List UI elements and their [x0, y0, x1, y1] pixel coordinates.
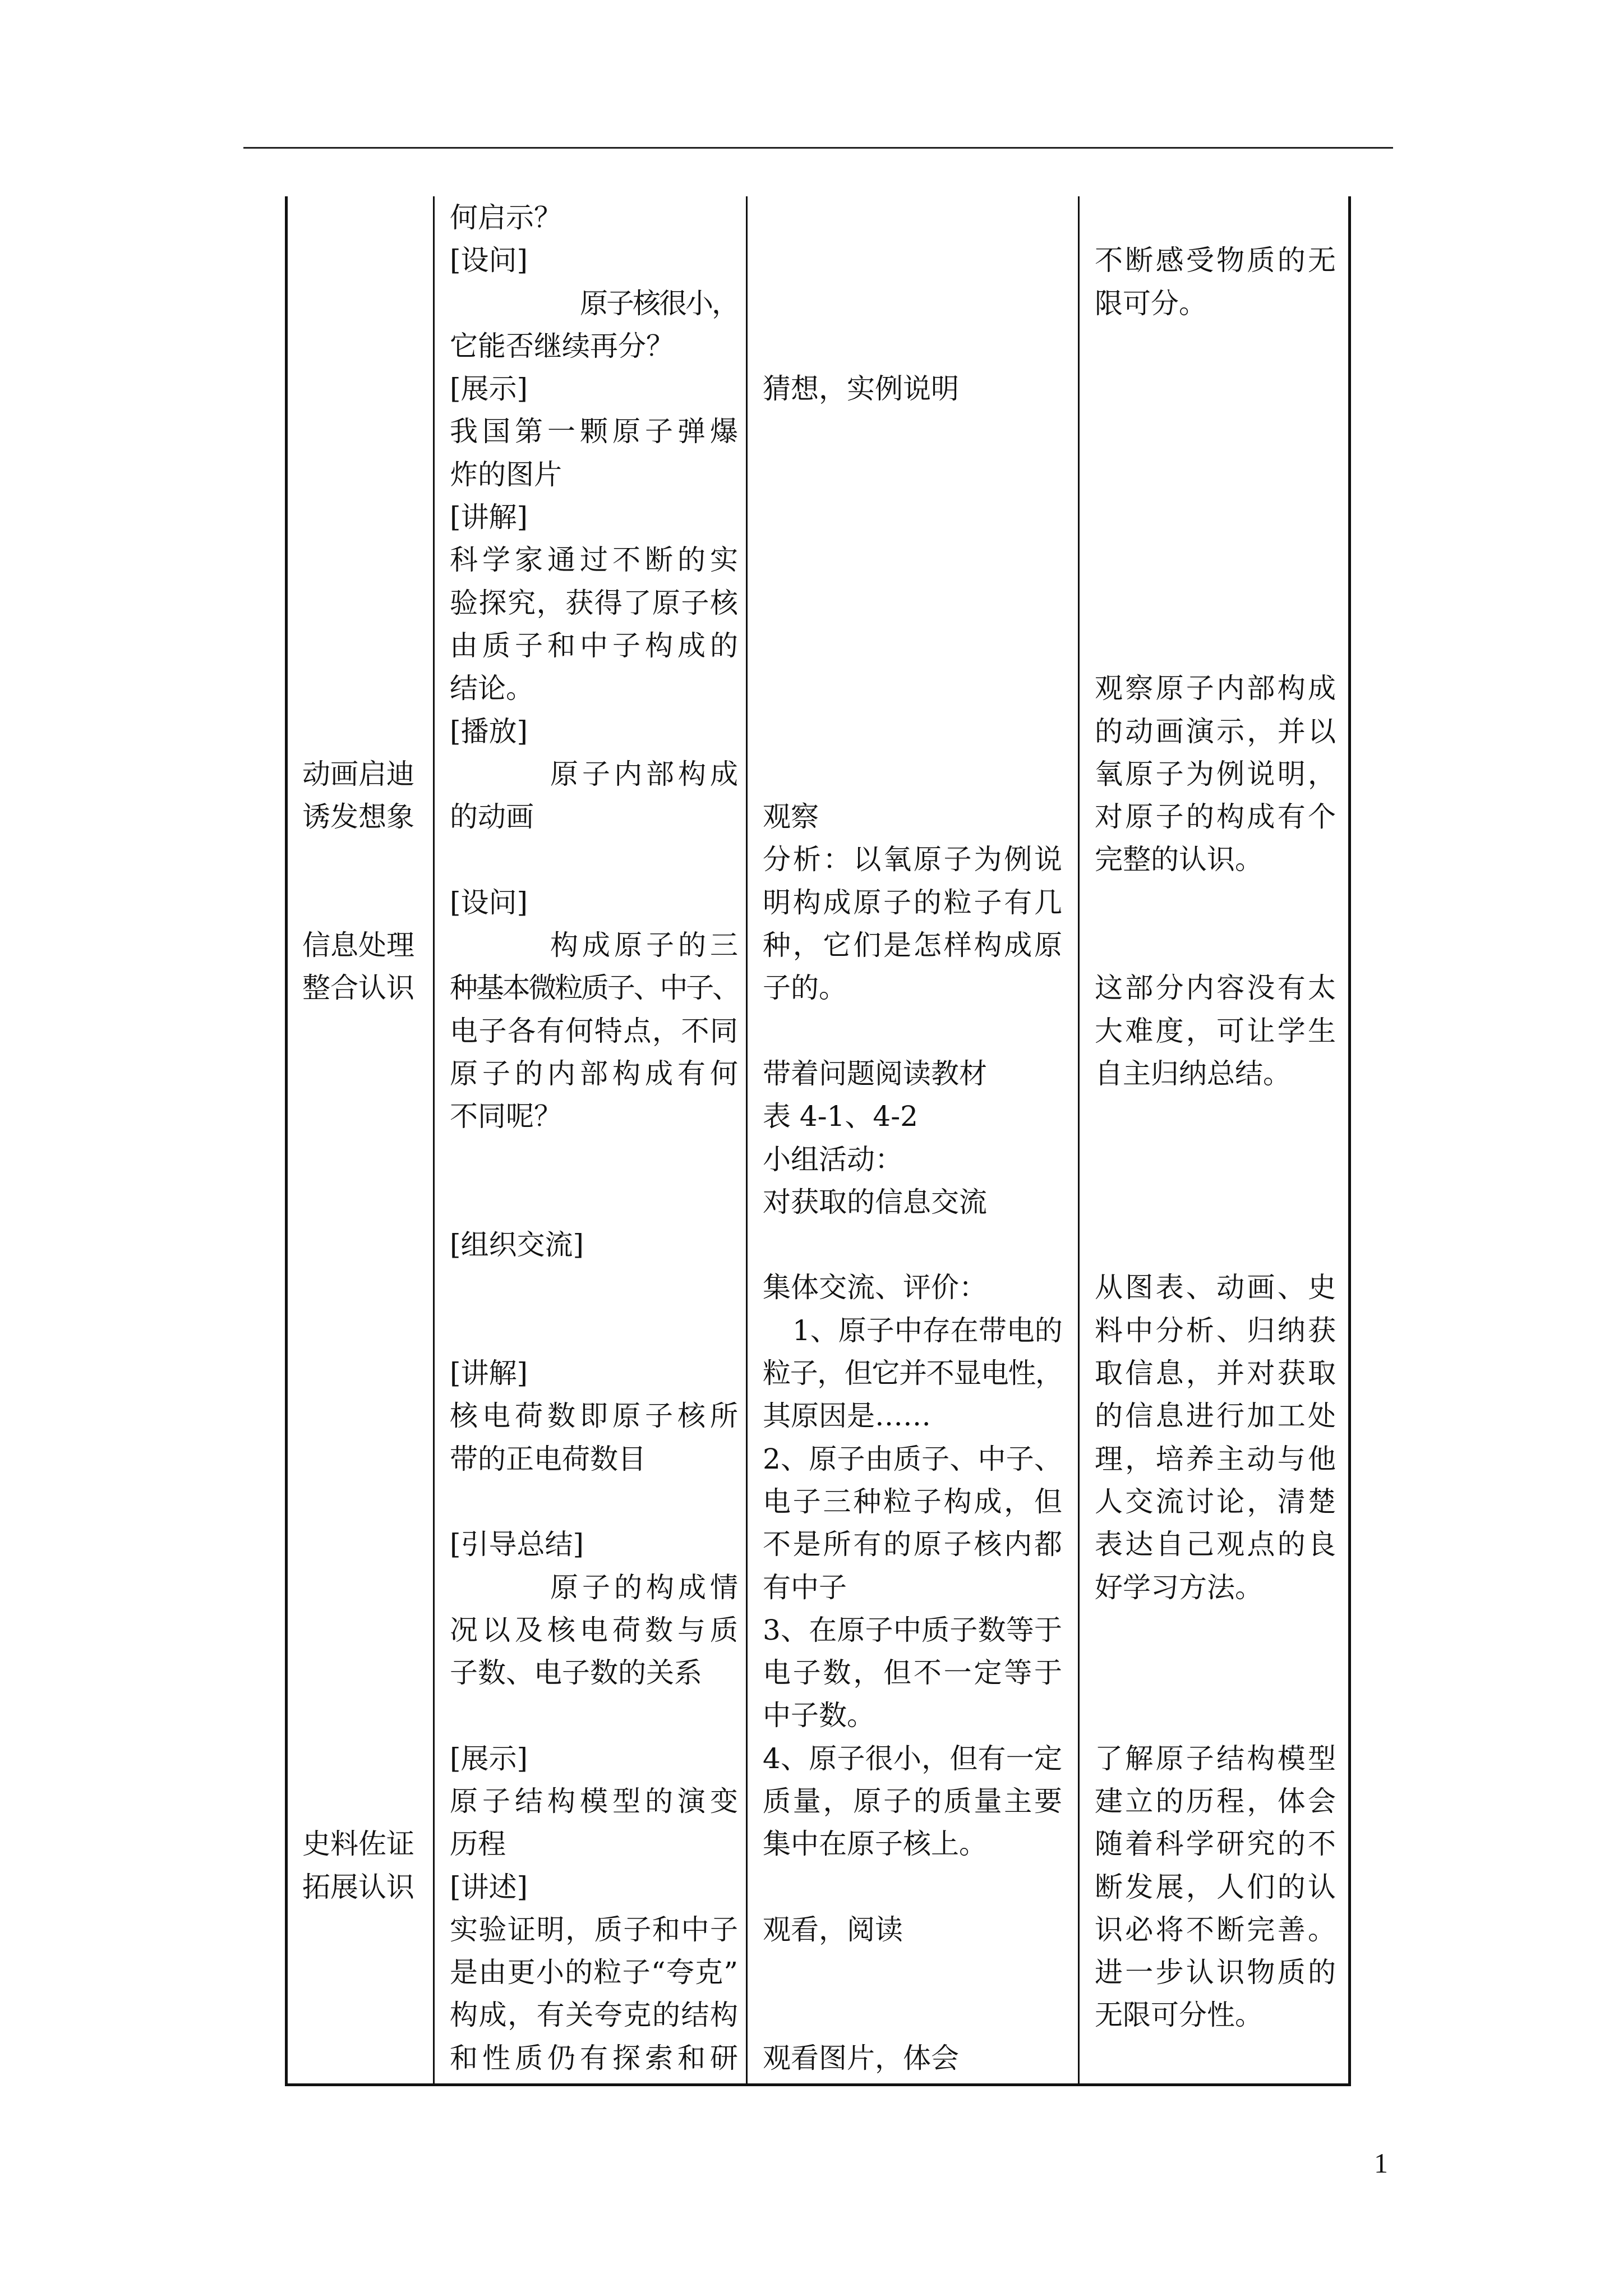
design-intent-line: 的信息进行加工处: [1095, 1400, 1336, 1433]
student-activity-line: [763, 753, 1062, 795]
stage-line: [302, 2079, 430, 2122]
student-activity-line: [763, 410, 1062, 453]
design-intent-line: 这部分内容没有太: [1095, 972, 1336, 1005]
design-intent-line: 完整的认识。: [1095, 843, 1263, 876]
design-intent-line: 断发展，人们的认: [1095, 1870, 1336, 1903]
stage-line: [302, 239, 430, 282]
teacher-activity-line: [450, 1138, 738, 1181]
design-intent-line: [1095, 2037, 1336, 2079]
stage-line: [302, 282, 430, 325]
table-column-divider: [433, 196, 435, 2086]
student-activity-line: [763, 1223, 1062, 1266]
student-activity-line: 子的。: [763, 972, 847, 1005]
stage-line: [302, 410, 430, 453]
teacher-activity-line: 结论。: [450, 672, 534, 705]
stage-line: [302, 1181, 430, 1223]
stage-line: [302, 1223, 430, 1266]
stage-line: [302, 453, 430, 496]
teacher-activity-line: [引导总结]: [450, 1528, 584, 1561]
teacher-activity-line: [450, 1694, 738, 1737]
student-activity-line: 小组活动：: [763, 1143, 903, 1176]
student-activity-line: [763, 539, 1062, 581]
design-intent-line: 的动画演示，并以: [1095, 715, 1336, 748]
stage-line: [302, 1737, 430, 1780]
design-intent-line: 自主归纳总结。: [1095, 1057, 1291, 1090]
stage-line: [302, 881, 430, 924]
design-intent-line: [1095, 325, 1336, 367]
teacher-activity-line: 核电荷数即原子核所: [450, 1400, 738, 1433]
student-activity-line: 中子数。: [763, 1699, 875, 1732]
teacher-activity-line: [展示]: [450, 1742, 528, 1775]
design-intent-line: [1095, 1694, 1336, 1737]
stage-line: [302, 1566, 430, 1609]
design-intent-line: 人交流讨论，清楚: [1095, 1485, 1336, 1518]
design-intent-line: [1095, 1095, 1336, 1138]
student-activity-line: [763, 582, 1062, 624]
student-activity-line: 表 4-1、4-2: [763, 1100, 918, 1133]
design-intent-line: [1095, 1609, 1336, 1651]
stage-line: [302, 1138, 430, 1181]
student-activity-line: 粒子，但它并不显电性，: [763, 1357, 1062, 1390]
design-intent-line: [1095, 881, 1336, 924]
stage-line: [302, 582, 430, 624]
teacher-activity-line: [设问]: [450, 244, 528, 277]
design-intent-column: [1095, 196, 1336, 2080]
table-column-divider: [746, 196, 748, 2086]
stage-line: [302, 1523, 430, 1566]
teacher-activity-line: [讲解]: [450, 1357, 528, 1390]
design-intent-line: 氧原子为例说明，: [1095, 757, 1336, 790]
stage-line: [302, 496, 430, 539]
design-intent-line: 对原子的构成有个: [1095, 800, 1336, 834]
student-activity-line: [763, 325, 1062, 367]
teacher-activity-line: [展示]: [450, 372, 528, 406]
table-right-border: [1348, 196, 1351, 2086]
teacher-activity-line: 我国第一颗原子弹爆: [450, 415, 738, 448]
design-intent-line: [1095, 539, 1336, 581]
student-activity-line: 观看，阅读: [763, 1913, 903, 1946]
student-activity-line: 2、原子由质子、中子、: [763, 1442, 1062, 1475]
teacher-activity-line: 历程: [450, 1828, 506, 1861]
teacher-activity-line: 和性质仍有探索和研: [450, 2041, 738, 2074]
teacher-activity-line: [450, 1480, 738, 1523]
design-intent-line: 取信息，并对获取: [1095, 1357, 1336, 1390]
stage-line: [302, 838, 430, 881]
stage-line: [302, 539, 430, 581]
teacher-activity-line: 种基本微粒质子、中子、: [450, 972, 738, 1005]
stage-line: [302, 1951, 430, 1994]
student-activity-line: 3、在原子中质子数等于: [763, 1613, 1062, 1646]
design-intent-line: [1095, 924, 1336, 967]
student-activity-line: 4、原子很小，但有一定: [763, 1742, 1062, 1775]
design-intent-line: 大难度，可让学生: [1095, 1014, 1336, 1047]
stage-line: [302, 367, 430, 410]
design-intent-line: [1095, 196, 1336, 239]
stage-line: [302, 1095, 430, 1138]
stage-line: [302, 710, 430, 753]
student-activity-line: 观看图片，体会: [763, 2041, 959, 2074]
design-intent-line: 无限可分性。: [1095, 1999, 1263, 2032]
design-intent-line: 观察原子内部构成: [1095, 672, 1336, 705]
design-intent-line: [1095, 624, 1336, 667]
stage-line: [302, 1352, 430, 1395]
design-intent-line: 建立的历程，体会: [1095, 1784, 1336, 1818]
teacher-activity-line: [450, 1181, 738, 1223]
teacher-activity-line: 的动画: [450, 800, 534, 834]
teacher-activity-line: [组织交流]: [450, 1228, 584, 1262]
stage-line: [302, 1694, 430, 1737]
stage-line: 诱发想象: [302, 800, 414, 834]
teacher-activity-line: 验探究，获得了原子核: [450, 586, 738, 619]
stage-line: [302, 196, 430, 239]
design-intent-line: [1095, 1138, 1336, 1181]
teacher-activity-line: 炸的图片: [450, 458, 562, 491]
design-intent-line: 识必将不断完善。: [1095, 1913, 1336, 1946]
teacher-activity-line: [设问]: [450, 886, 528, 919]
student-activity-line: [763, 1866, 1062, 1908]
teacher-activity-column: [450, 196, 738, 2080]
teacher-activity-line: 电子各有何特点，不同: [450, 1014, 738, 1047]
stage-line: [302, 1395, 430, 1437]
design-intent-line: [1095, 1181, 1336, 1223]
stage-line: [302, 1908, 430, 1951]
teacher-activity-line: 子数、电子数的关系: [450, 1657, 702, 1690]
student-activity-line: 电子三种粒子构成，但: [763, 1485, 1062, 1518]
design-intent-line: [1095, 1223, 1336, 1266]
teacher-activity-line: 原子结构模型的演变: [450, 1784, 738, 1818]
design-intent-line: [1095, 1651, 1336, 1694]
student-activity-line: [763, 624, 1062, 667]
student-activity-line: [763, 196, 1062, 239]
stage-line: [302, 1438, 430, 1480]
design-intent-line: 了解原子结构模型: [1095, 1742, 1336, 1775]
stage-line: [302, 1609, 430, 1651]
stage-line: [302, 667, 430, 710]
student-activity-line: 质量，原子的质量主要: [763, 1784, 1062, 1818]
teacher-activity-line: 原子的构成情: [550, 1571, 738, 1604]
stage-line: 史料佐证: [302, 1828, 414, 1861]
student-activity-line: [763, 1994, 1062, 2036]
teacher-activity-line: [讲述]: [450, 1870, 528, 1903]
design-intent-line: [1095, 367, 1336, 410]
stage-line: [302, 624, 430, 667]
student-activity-line: 不是所有的原子核内都: [763, 1528, 1062, 1561]
stage-line: [302, 1010, 430, 1052]
design-intent-line: 随着科学研究的不: [1095, 1828, 1336, 1861]
stage-line: 拓展认识: [302, 1870, 414, 1903]
design-intent-line: 从图表、动画、史: [1095, 1271, 1336, 1304]
student-activity-line: 带着问题阅读教材: [763, 1057, 987, 1090]
table-left-border: [285, 196, 288, 2086]
student-activity-line: 其原因是……: [763, 1400, 931, 1433]
design-intent-line: 料中分析、归纳获: [1095, 1314, 1336, 1347]
stage-line: 动画启迪: [302, 757, 414, 790]
teacher-activity-line: [450, 1266, 738, 1309]
design-intent-line: [1095, 582, 1336, 624]
student-activity-line: [763, 239, 1062, 282]
stage-line: [302, 1780, 430, 1823]
student-activity-line: [763, 282, 1062, 325]
student-activity-line: 集体交流、评价：: [763, 1271, 987, 1304]
teacher-activity-line: [450, 1309, 738, 1352]
stage-line: [302, 1266, 430, 1309]
design-intent-line: 限可分。: [1095, 287, 1207, 320]
table-bottom-border: [285, 2083, 1351, 2086]
teacher-activity-line: [播放]: [450, 715, 528, 748]
design-intent-line: [1095, 453, 1336, 496]
design-intent-line: 不断感受物质的无: [1095, 244, 1336, 277]
student-activity-line: 种，它们是怎样构成原: [763, 929, 1062, 962]
student-activity-line: [763, 453, 1062, 496]
design-intent-line: 进一步认识物质的: [1095, 1956, 1336, 1989]
design-intent-line: [1095, 410, 1336, 453]
stage-line: [302, 1480, 430, 1523]
teacher-activity-line: 是由更小的粒子“夸克”: [450, 1956, 738, 1989]
teacher-activity-line: [讲解]: [450, 501, 528, 534]
stage-line: [302, 1651, 430, 1694]
student-activity-line: 电子数，但不一定等于: [763, 1657, 1062, 1690]
teacher-activity-line: 原子内部构成: [550, 757, 738, 790]
teacher-activity-line: 由质子和中子构成的: [450, 629, 738, 662]
student-activity-line: 1、原子中存在带电的: [792, 1314, 1063, 1347]
teacher-activity-line: 不同呢？: [450, 1100, 562, 1133]
stage-line: [302, 1994, 430, 2036]
design-intent-line: 好学习方法。: [1095, 1571, 1263, 1604]
student-activity-line: [763, 496, 1062, 539]
teacher-activity-line: [450, 838, 738, 881]
student-activity-line: 明构成原子的粒子有几: [763, 886, 1062, 919]
teacher-activity-line: 带的正电荷数目: [450, 1442, 646, 1475]
teacher-activity-line: 构成原子的三: [550, 929, 738, 962]
teacher-activity-line: 原子核很小，: [580, 287, 738, 320]
student-activity-line: [763, 667, 1062, 710]
student-activity-line: 猜想，实例说明: [763, 372, 959, 406]
stage-line: 信息处理: [302, 929, 414, 962]
student-activity-line: 集中在原子核上。: [763, 1828, 987, 1861]
table-column-divider: [1078, 196, 1080, 2086]
teacher-activity-line: 况以及核电荷数与质: [450, 1613, 738, 1646]
teacher-activity-line: 原子的内部构成有何: [450, 1057, 738, 1090]
teacher-activity-line: 构成，有关夸克的结构: [450, 1999, 738, 2032]
student-activity-line: 观察: [763, 800, 819, 834]
teacher-activity-line: 科学家通过不断的实: [450, 544, 738, 577]
student-activity-line: 有中子: [763, 1571, 847, 1604]
student-activity-line: 分析：以氧原子为例说: [763, 843, 1062, 876]
stage-line: [302, 325, 430, 367]
stage-column: [302, 196, 430, 2080]
stage-line: [302, 1309, 430, 1352]
page-number: 1: [1374, 2147, 1388, 2179]
teacher-activity-line: 它能否继续再分？: [450, 329, 674, 362]
stage-line: [302, 2037, 430, 2079]
student-activity-line: [763, 1010, 1062, 1052]
student-activity-line: [763, 710, 1062, 753]
student-activity-line: 对获取的信息交流: [763, 1185, 987, 1218]
stage-line: [302, 1052, 430, 1095]
stage-line: 整合认识: [302, 972, 414, 1005]
design-intent-line: [1095, 496, 1336, 539]
design-intent-line: 理，培养主动与他: [1095, 1442, 1336, 1475]
student-activity-column: [763, 196, 1062, 2080]
design-intent-line: 表达自己观点的良: [1095, 1528, 1336, 1561]
student-activity-line: [763, 1951, 1062, 1994]
teacher-activity-line: 何启示？: [450, 201, 562, 234]
teacher-activity-line: 实验证明，质子和中子: [450, 1913, 738, 1946]
